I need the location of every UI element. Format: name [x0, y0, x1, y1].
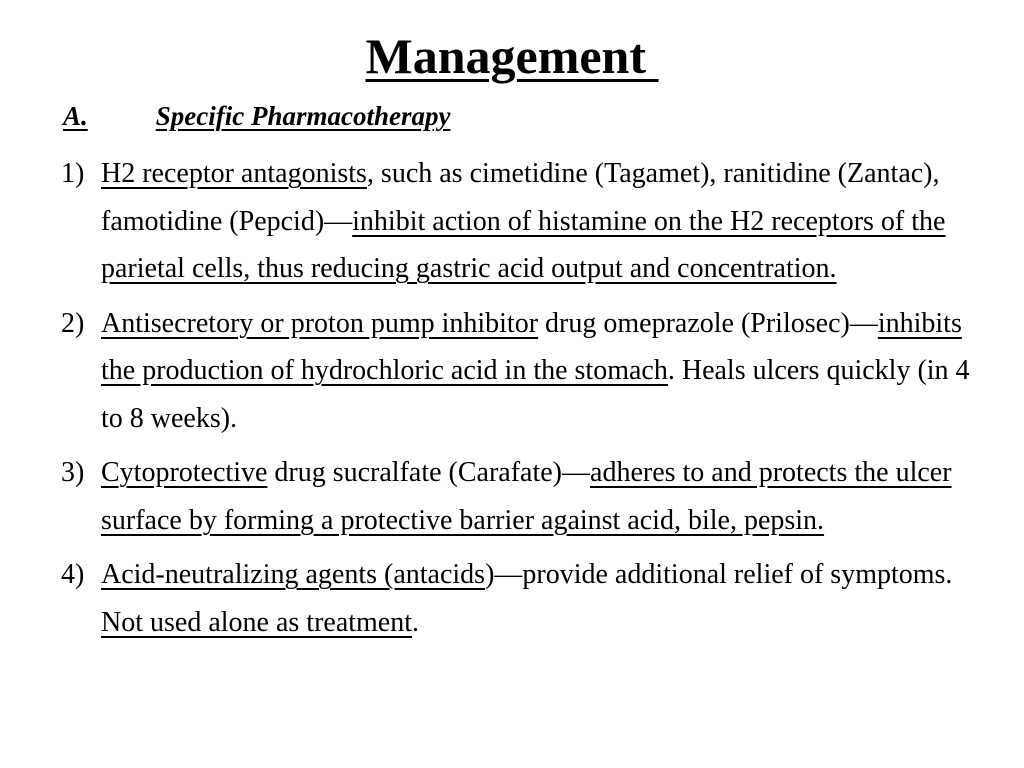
drug-class-term: H2 receptor antagonists — [101, 158, 367, 189]
list-item — [61, 551, 991, 646]
list-item-number: 2) — [61, 307, 85, 339]
drug-class-term: Acid-neutralizing agents (antacids — [101, 559, 486, 590]
list-item-number: 4) — [61, 559, 85, 590]
drug-examples-text: drug sucralfate (Carafate)— — [267, 457, 591, 488]
period-text: . — [412, 606, 420, 638]
drug-examples-text: drug omeprazole (Prilosec)— — [538, 307, 878, 339]
list-item — [61, 300, 991, 443]
drug-class-term: Cytoprotective — [101, 457, 268, 488]
list-item — [61, 449, 991, 544]
drug-examples-text: , such as cimetidine (Tagamet), ranitidine (Zantac), famotidine (Pepcid)— — [101, 158, 940, 237]
numbered-list — [61, 150, 991, 653]
effect-text: )—provide additional relief of symptoms. — [485, 559, 953, 590]
subheading-text: Specific Pharmacotherapy — [155, 101, 451, 131]
list-item-number: 1) — [61, 158, 85, 189]
mechanism-text: adheres to and protects the ulcer surface by forming a protective barrier against acid, bile, pepsin. — [101, 457, 952, 536]
list-item-number: 3) — [61, 457, 85, 488]
warning-text: Not used alone as treatment — [101, 606, 413, 638]
section-subheading — [63, 98, 450, 134]
drug-class-term: Antisecretory or proton pump inhibitor — [101, 307, 539, 339]
subheading-letter: A. — [63, 101, 88, 131]
slide-title — [0, 26, 1024, 86]
slide-title-text: Management — [365, 28, 659, 84]
list-item — [61, 150, 991, 293]
mechanism-text: inhibit action of histamine on the H2 receptors of the parietal cells, thus reducing gastric acid output and concentration. — [101, 205, 946, 284]
note-text: . Heals ulcers quickly (in 4 to 8 weeks). — [101, 355, 970, 434]
mechanism-text: inhibits the production of hydrochloric acid in the stomach — [101, 307, 962, 386]
